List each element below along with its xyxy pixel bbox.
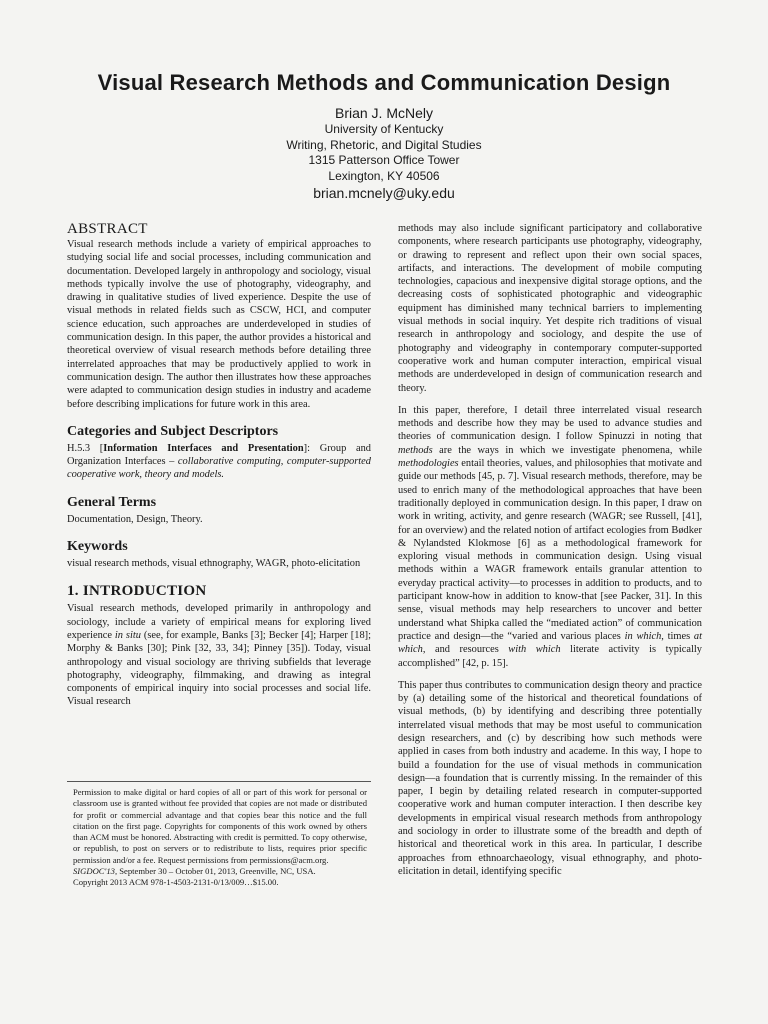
right-column: [398, 222, 702, 878]
introduction-heading: 1. INTRODUCTION: [67, 583, 207, 600]
body-paragraph: methods may also include significant participatory and collaborative components, where research participants use photography, videography, or drawing to represent and reflect upon their own social spaces, artifacts, and interactions. The development of mobile computing technologies, capacious and inexpensive digital storage options, and the decreasing costs of sophisticated photographic and videographic equipment has diminished many technical barriers to implementing visual methods in social inquiry. Yet despite rich traditions of visual research in anthropology and sociology, and despite the use of photography and videography in contemporary computer-supported cooperative work and human computer interaction, empirical visual methods are underdeveloped in design of communication research and theory.: [398, 223, 702, 394]
author-email[interactable]: brian.mcnely@uky.edu: [313, 185, 455, 201]
categories-heading: Categories and Subject Descriptors: [67, 423, 279, 439]
author-affiliation: University of Kentucky: [324, 122, 444, 136]
author-department: Writing, Rhetoric, and Digital Studies: [286, 137, 482, 152]
categories-italic: collaborative computing, computer-supported cooperative work, theory and models.: [67, 456, 371, 481]
keywords-heading: Keywords: [67, 539, 128, 555]
categories-bold: Information Interfaces and Presentation: [103, 442, 304, 454]
copyright-line: Copyright 2013 ACM 978-1-4503-2131-0/13/009…$15.00.: [73, 877, 279, 888]
author-block: [0, 104, 768, 203]
body-paragraph: This paper thus contributes to communication design theory and practice by (a) detailing some of the historical and theoretical foundations of visual methods, (b) by identifying and describing three potentially interrelated visual methods that may be most useful to communication design researchers, and (c) by describing how such methods were applied in cases from both industry and academe. In this way, I hope to build a foundation for the use of visual methods in communication design—a foundation that is currently missing. In the remainder of this paper, I begin by detailing related research in computer-supported cooperative work and human computer interaction. I then describe key developments in empirical visual research methods from anthropology and sociology in order to illustrate some of the breadth and depth of historical and theoretical work in this area. In particular, I describe approaches from ethnoarchaeology, visual ethnography, and photo-elicitation in detail, identifying specific: [398, 679, 702, 877]
author-address: 1315 Patterson Office Tower: [308, 153, 460, 167]
body-paragraph: In this paper, therefore, I detail three interrelated visual research methods and describe how they may be used to advance studies and theories of communication design. I follow Spinuzzi in noting that methods are the ways in which we investigate phenomena, while methodologies entail theories, values, and philosophies that motivate and guide our methods [45, p. 7]. Visual research methods, therefore, may be used to enrich many of the methodological approaches that have been traditionally deployed in communication design. In this paper, I draw on work in writing, activity, and genre research (WAGR; see Russell, [41], for an overview) and the related notion of artifact ecologies from Bødker & Nylandsted Klokmose [6] as a methodological framework for exploring visual methods in communication design. Using visual methods within a WAGR framework entails granular attention to everyday practical activity—to processes in addition to products, and to participant know-how in addition to know-that [see Packer, 31]. In this sense, visual methods may help researchers to uncover and better understand what Shipka called the “mediated action” of communication practice and design—the “varied and various places in which, times at which, and resources with which literate activity is typically accomplished” [42, p. 15].: [398, 404, 703, 669]
general-terms-heading: General Terms: [67, 494, 157, 510]
keywords-text: visual research methods, visual ethnography, WAGR, photo-elicitation: [67, 558, 361, 570]
left-column: [67, 220, 371, 709]
permission-notice: [67, 781, 371, 889]
abstract-heading: ABSTRACT: [67, 221, 148, 237]
author-name: Brian J. McNely: [334, 105, 434, 121]
introduction-text: Visual research methods, developed primarily in anthropology and sociology, include a variety of empirical means for exploring lived experience in situ (see, for example, Banks [3]; Becker [4]; Harper [18]; Morphy & Banks [30]; Pink [32, 33, 34]; Pinney [35]). Today, visual anthropology and visual sociology are thriving subfields that leverage photography, videography, filmmaking, and drawing as integral components of empirical inquiry into social processes and social life. Visual research: [67, 603, 371, 708]
categories-text: H.5.3 [Information Interfaces and Presentation]: Group and Organization Interfaces – collaborative computing, computer-supported cooperative work, theory and models.: [67, 442, 371, 481]
general-terms-text: Documentation, Design, Theory.: [67, 513, 203, 525]
author-city: Lexington, KY 40506: [328, 168, 440, 183]
paper-title: Visual Research Methods and Communication Design: [97, 70, 671, 95]
abstract-text: Visual research methods include a variety of empirical approaches to studying social life and social processes, including communication and documentation. Developed largely in anthropology and sociology, visual methods typically involve the use of photography, videography, and drawing in qualitative studies of lived experience. Despite the use of visual methods in related fields such as CSCW, HCI, and computer science education, such approaches are underdeveloped in studies of communication design. In this paper, the author provides a historical and theoretical overview of visual research methods before detailing three interrelated approaches that may be productively applied to work in communication design. The author then illustrates how these approaches were adapted to communication design studies in industry and academe before describing implications for future work in this area.: [67, 239, 371, 410]
conference-info: SIGDOC'13, September 30 – October 01, 2013, Greenville, NC, USA.: [73, 866, 316, 877]
permission-text: Permission to make digital or hard copies of all or part of this work for personal or classroom use is granted without fee provided that copies are not made or distributed for profit or commercial advantage and that copies bear this notice and the full citation on the first page. Copyrights for components of this work owned by others than ACM must be honored. Abstracting with credit is permitted. To copy otherwise, or republish, to post on servers or to redistribute to lists, requires prior specific permission and/or a fee. Request permissions from permissions@acm.org.: [73, 787, 367, 865]
